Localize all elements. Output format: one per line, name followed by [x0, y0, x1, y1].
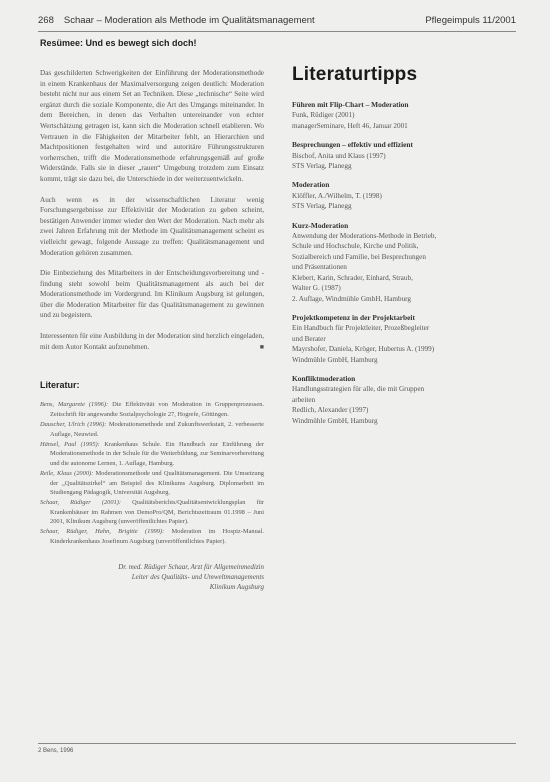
tip-entry: [292, 313, 518, 365]
tip-title: Projektkompetenz in der Projektarbeit: [292, 312, 415, 322]
tip-line: managerSeminare, Heft 46, Januar 2001: [292, 121, 408, 130]
tip-title: Konfliktmoderation: [292, 373, 356, 383]
reference-author: Schaar, Rüdiger (2001):: [40, 499, 122, 507]
reference-list: [40, 400, 264, 546]
author-role: Leiter des Qualitäts- und Umweltmanagements: [131, 572, 264, 581]
literaturtipps-title: Literaturtipps: [292, 64, 418, 85]
resumee-paragraph-3: Die Einbeziehung des Mitarbeiters in der Entscheidungsvorbereitung und -findung steht sowohl beim Qualitätsmanagement als auch bei der Moderationsmethode im Vordergrund. Im Klinikum Augsburg ist gelungen, über die Moderation Mitarbeiter für das Qualitätsmanagement zu gewinnen und zu begeistern.: [40, 269, 264, 320]
tip-line: und Präsentationen: [292, 263, 347, 272]
reference-item: [40, 527, 264, 546]
tip-line: Klöffler, A./Wilhelm, T. (1998): [292, 191, 382, 200]
tip-line: Handlungsstrategien für alle, die mit Gruppen: [292, 385, 425, 394]
reference-author: Dauscher, Ulrich (1996):: [40, 420, 107, 428]
footnote: 2 Bens, 1996: [38, 748, 74, 754]
page-number: 268: [38, 14, 54, 26]
reference-text: Moderationsmethode und Zukunftswerkstatt, 2. verbesserte Auflage, Neuwied.: [50, 420, 264, 438]
running-header: [38, 12, 516, 28]
tip-line: Windmühle GmbH, Hamburg: [292, 355, 378, 364]
resumee-paragraph-4: [40, 331, 264, 352]
tip-line: Schule und Hochschule, Kirche und Politik,: [292, 242, 419, 251]
tips-list: [292, 100, 518, 426]
reference-item: [40, 400, 264, 419]
resumee-paragraph-1: Das geschilderten Schwerigkeiten der Einführung der Moderationsmethode in einem Krankenhaus der Maximalversorgung zeigen deutlich: Moderation besteht nicht nur aus einem Set an Techniken. Diese „technische“ Seite wird ergänzt durch die soziale Komponente, die Art des Umgangs miteinander. In dem Bereichen, in denen das Verhalten untereinander von echter Wertschätzung getragen ist, kann sich die Moderation schnell etablieren. Wo Vertrauen in die Fähigkeiten der Mitarbeiter fehlt, an Hierarchien und Machtpositionen festgehalten wird und autoritäre Führungsstrukturen vorherrschen, trifft die Moderationsmethode erfahrungsgemäß auf große Widerstände. Falls sie in dieser „rauen“ Umgebung trotzdem zum Einsatz kommt, trägt sie dazu bei, die Unterschiede in der weiterzuentwickeln.: [40, 69, 264, 183]
reference-item: [40, 469, 264, 498]
tip-title: Besprechungen – effektiv und effizient: [292, 140, 413, 150]
tip-title: Führen mit Flip-Chart – Moderation: [292, 100, 409, 109]
right-column: [292, 38, 518, 435]
tip-line: Sozialbereich und Familie, bei Besprechungen: [292, 252, 426, 261]
tip-title: Kurz-Moderation: [292, 220, 349, 230]
tip-entry: [292, 221, 518, 304]
tip-title: Moderation: [292, 180, 330, 190]
tip-line: und Berater: [292, 334, 326, 343]
footer-rule: [38, 743, 516, 744]
tip-line: Windmühle GmbH, Hamburg: [292, 416, 378, 425]
reference-text: Krankenhaus Schule. Ein Handbuch zur Einführung der Moderationsmethode in der Schule für die Weiterbildung, zur Seminarvorbereitung und die autonome Lernen, 1. Auflage, Hamburg.: [50, 440, 264, 467]
tip-line: Funk, Rüdiger (2001): [292, 111, 355, 120]
reference-author: Schaar, Rüdiger, Hahn, Brigitte (1999):: [40, 528, 165, 536]
tip-entry: [292, 140, 518, 171]
tip-line: Anwendung der Moderations-Methode in Betrieb,: [292, 232, 437, 241]
tip-line: Ein Handbuch für Projektleiter, Prozeßbegleiter: [292, 324, 430, 333]
resumee-paragraph-2: Auch wenn es in der wissenschaftlichen Literatur wenig Forschungsergebnisse zur Effektivität der Moderation zu geben scheint, bestätigen Anwender immer wieder den Wert der Moderation. Nach mehr als zwei Jahren Erfahrung mit der Methode im Qualitätsmanagement scheint es vielleicht gewagt, folgende Aussage zu treffen: Qualitätsmanagement und Moderation gehören zusammen.: [40, 195, 264, 257]
resumee-paragraph-4-text: Interessenten für eine Ausbildung in der Moderation sind herzlich eingeladen, mit dem Autor Kontakt aufzunehmen.: [40, 332, 264, 351]
header-rule: [38, 31, 516, 32]
reference-text: Die Effektivität von Moderation in Gruppenprozessen. Zeitschrift für angewandte Sozialpsychologie 27, Hogrefe, Göttingen.: [50, 401, 264, 418]
author-name: Dr. med. Rüdiger Schaar, Arzt für Allgemeinmedizin: [118, 562, 264, 571]
tip-line: STS Verlag, Planegg: [292, 162, 352, 171]
reference-item: [40, 498, 264, 527]
tip-line: 2. Auflage, Windmühle GmbH, Hamburg: [292, 294, 412, 303]
journal-issue: Pflegeimpuls 11/2001: [425, 14, 516, 26]
reference-item: [40, 420, 264, 439]
tip-line: Mayrshofer, Daniela, Kröger, Hubertus A. (1999): [292, 345, 435, 354]
tip-line: Bischof, Anita und Klaus (1997): [292, 151, 386, 160]
tip-entry: [292, 100, 518, 131]
reference-text: Qualitätsberichts/Qualitätsentwicklungsplan für Krankenhäuser im Rahmen von DemoPro/QM, Berichtszeitraum 01.1998 – Juni 2001, Klinikum Augsburg (unveröffentlichtes Papier).: [50, 499, 264, 526]
tip-line: arbeiten: [292, 395, 316, 404]
reference-text: Moderationsmethode und Qualitätsmanagement. Die Umsetzung der „Qualitätszirkel“ am Beispiel des Klinikums Augsburg. Diplomarbeit im Studiengang Pädagogik, Universität Augsburg.: [50, 469, 264, 497]
tip-line: Redlich, Alexander (1997): [292, 406, 369, 415]
reference-author: Reile, Klaus (2000):: [40, 469, 94, 477]
tip-entry: [292, 180, 518, 211]
resumee-heading: Resümee: Und es bewegt sich doch!: [40, 38, 197, 48]
left-column: [40, 38, 264, 592]
reference-text: Moderation im Hospiz-Manual. Kinderkrankenhaus Josefinum Augsburg (unveröffentlichtes Papier).: [50, 528, 264, 546]
tip-line: Klebert, Karin, Schrader, Einhard, Straub,: [292, 273, 413, 282]
tip-line: Walter G. (1987): [292, 284, 341, 293]
literatur-heading: Literatur:: [40, 380, 80, 391]
reference-item: [40, 440, 264, 469]
reference-author: Hänsel, Paul (1995):: [40, 440, 100, 448]
end-mark: ■: [259, 342, 264, 351]
author-institution: Klinikum Augsburg: [209, 582, 264, 591]
reference-author: Bens, Margarete (1996):: [40, 401, 109, 409]
author-block: [40, 562, 264, 592]
running-title: Schaar – Moderation als Methode im Qualitätsmanagement: [63, 14, 315, 26]
tip-entry: [292, 374, 518, 426]
tip-line: STS Verlag, Planegg: [292, 202, 352, 211]
